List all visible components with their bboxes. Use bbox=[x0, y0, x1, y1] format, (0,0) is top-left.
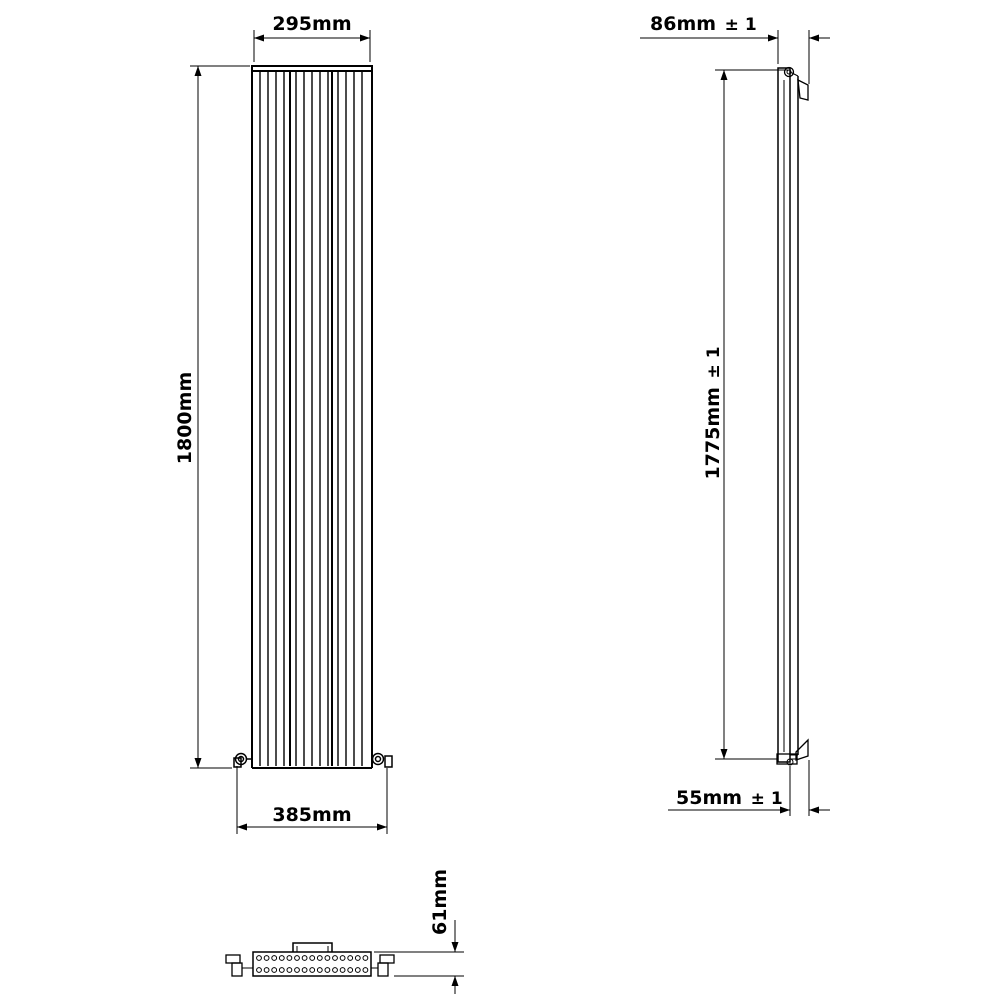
tube-circle bbox=[264, 956, 269, 961]
plan-right-valve bbox=[371, 955, 394, 976]
tube-circle bbox=[317, 968, 322, 973]
left-valve bbox=[234, 754, 252, 768]
tube-circle bbox=[279, 956, 284, 961]
tolerance-label-side-height: ± 1 bbox=[704, 346, 724, 379]
dimension-label-front-height: 1800mm bbox=[174, 371, 196, 465]
radiator-columns bbox=[260, 72, 362, 766]
tube-circle bbox=[333, 968, 338, 973]
dimension-valve-width bbox=[237, 766, 387, 834]
tube-circle bbox=[325, 956, 330, 961]
tube-circle bbox=[272, 968, 277, 973]
tube-circle bbox=[340, 968, 345, 973]
tube-circle bbox=[257, 956, 262, 961]
plan-left-valve bbox=[226, 955, 253, 976]
tube-circle bbox=[363, 956, 368, 961]
tube-circle bbox=[363, 968, 368, 973]
dimension-label-plan-depth: 61mm bbox=[429, 868, 451, 936]
tube-circle bbox=[272, 956, 277, 961]
plan-view bbox=[226, 869, 464, 994]
tolerance-label-bottom-depth: ± 1 bbox=[750, 789, 783, 809]
tube-circle bbox=[302, 968, 307, 973]
dimension-label-side-bottom-depth: 55mm bbox=[676, 787, 743, 809]
side-view bbox=[640, 13, 830, 816]
tube-circle bbox=[348, 968, 353, 973]
tolerance-label-top-depth: ± 1 bbox=[724, 15, 757, 35]
tube-circle bbox=[317, 956, 322, 961]
tube-circle bbox=[355, 968, 360, 973]
svg-text:55mm ± 1 bbox=[676, 787, 783, 809]
tube-circle bbox=[257, 968, 262, 973]
tube-circle bbox=[287, 968, 292, 973]
svg-text:86mm ± 1 bbox=[650, 13, 757, 35]
dimension-label-side-top-depth: 86mm bbox=[650, 13, 717, 35]
dimension-side-top-depth bbox=[640, 13, 830, 84]
plan-tube-row-bottom bbox=[257, 968, 368, 973]
tube-circle bbox=[310, 956, 315, 961]
radiator-plan-body bbox=[253, 943, 371, 976]
right-valve bbox=[372, 754, 392, 768]
tube-circle bbox=[325, 968, 330, 973]
tube-circle bbox=[302, 956, 307, 961]
tube-circle bbox=[355, 956, 360, 961]
front-view bbox=[174, 13, 392, 834]
tube-circle bbox=[279, 968, 284, 973]
tube-circle bbox=[348, 956, 353, 961]
radiator-side-body bbox=[777, 68, 808, 766]
tube-circle bbox=[333, 956, 338, 961]
dimension-side-height bbox=[702, 70, 788, 759]
dimension-front-height bbox=[174, 66, 250, 768]
tube-circle bbox=[340, 956, 345, 961]
svg-text:1775mm ± 1 bbox=[702, 346, 724, 479]
dimension-label-top-width: 295mm bbox=[272, 13, 352, 35]
dimension-side-bottom-depth bbox=[668, 760, 830, 816]
dimension-label-side-height: 1775mm bbox=[702, 387, 724, 480]
dimension-top-width bbox=[254, 13, 370, 62]
tube-circle bbox=[287, 956, 292, 961]
plan-tube-row-top bbox=[257, 956, 368, 961]
dimension-label-valve-width: 385mm bbox=[272, 804, 352, 826]
tube-circle bbox=[295, 956, 300, 961]
tube-circle bbox=[295, 968, 300, 973]
tube-circle bbox=[310, 968, 315, 973]
radiator-front-body bbox=[252, 66, 372, 768]
tube-circle bbox=[264, 968, 269, 973]
